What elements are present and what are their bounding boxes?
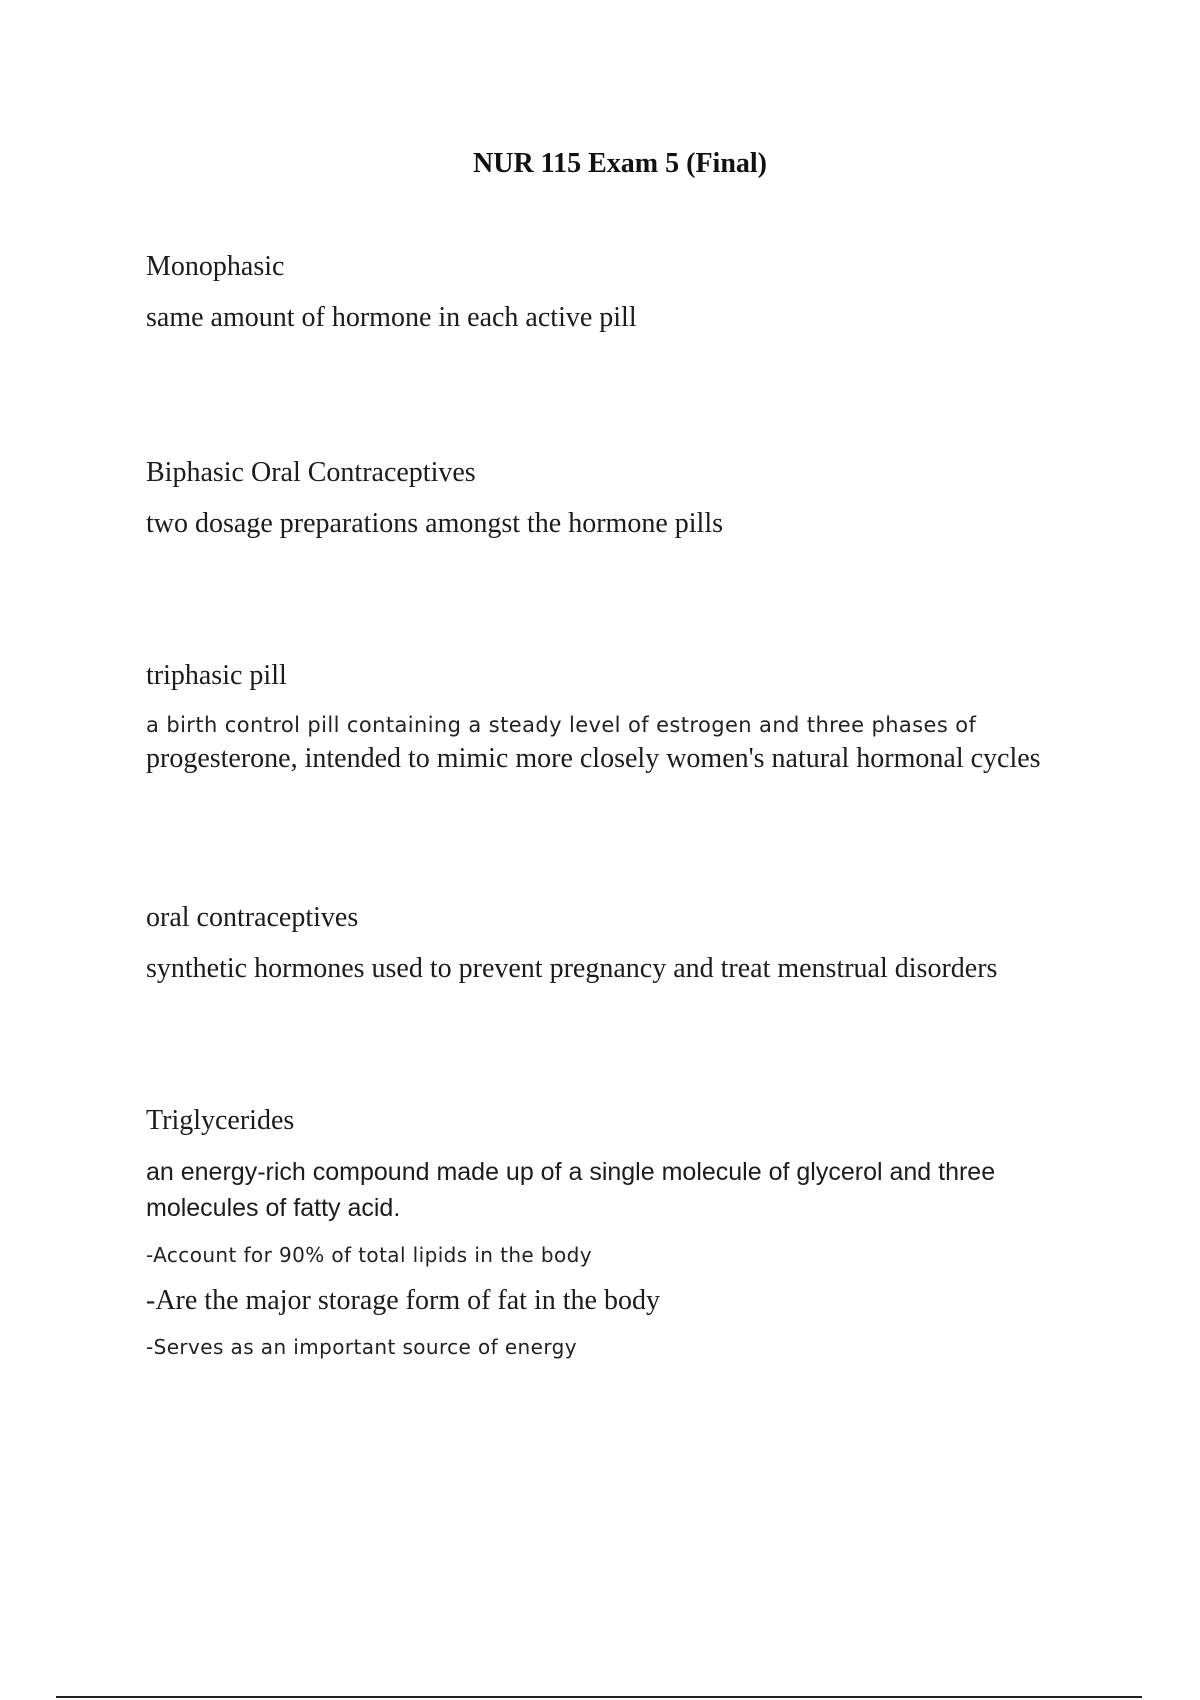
entry-term: triphasic pill	[146, 660, 287, 691]
entry-biphasic	[146, 456, 1106, 541]
entry-monophasic	[146, 250, 1106, 335]
bullet-item: -Are the major storage form of fat in the body	[146, 1285, 660, 1316]
entry-term: oral contraceptives	[146, 902, 359, 933]
entry-definition-line: molecules of fatty acid.	[146, 1194, 401, 1222]
bullet-item: -Account for 90% of total lipids in the body	[146, 1243, 592, 1267]
entry-definition-line: an energy-rich compound made up of a single molecule of glycerol and three	[146, 1158, 996, 1186]
entry-definition-line: a birth control pill containing a steady level of estrogen and three phases of	[146, 713, 977, 737]
entry-definition: synthetic hormones used to prevent pregnancy and treat menstrual disorders	[146, 953, 998, 984]
entry-oral-contraceptives	[146, 901, 1106, 986]
entry-definition-line: progesterone, intended to mimic more closely women's natural hormonal cycles	[146, 743, 1041, 774]
document-title: NUR 115 Exam 5 (Final)	[473, 148, 767, 179]
entry-term: Biphasic Oral Contraceptives	[146, 457, 476, 488]
entry-definition: two dosage preparations amongst the hormone pills	[146, 508, 723, 539]
entry-term: Monophasic	[146, 251, 285, 282]
footer-divider	[56, 1696, 1142, 1698]
entry-triphasic	[146, 659, 1106, 776]
entry-triglycerides	[146, 1104, 1106, 1362]
entry-term: Triglycerides	[146, 1105, 295, 1136]
entry-definition: same amount of hormone in each active pill	[146, 302, 637, 333]
bullet-item: -Serves as an important source of energy	[146, 1335, 577, 1359]
